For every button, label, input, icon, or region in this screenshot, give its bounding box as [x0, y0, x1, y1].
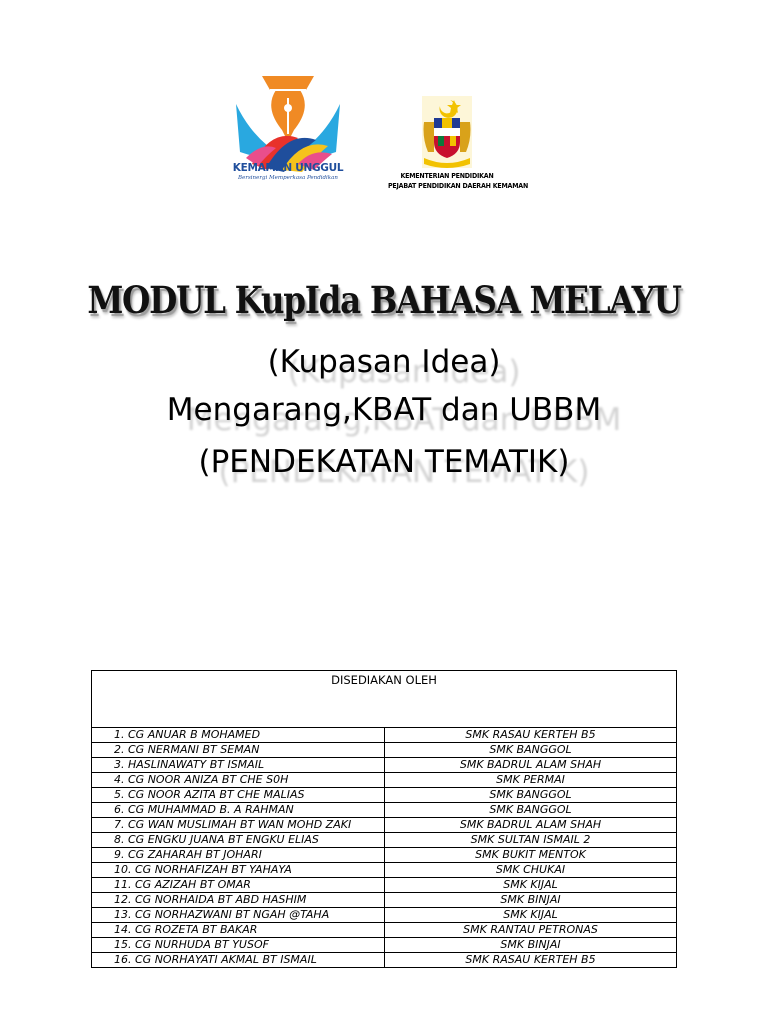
- school-name: SMK BADRUL ALAM SHAH: [385, 758, 677, 773]
- school-name: SMK BANGGOL: [385, 803, 677, 818]
- subtitle-kupasan-idea: (Kupasan Idea): [267, 344, 501, 380]
- kemaman-unggul-tagline: Bersinergi Memperkasa Pendidikan: [238, 175, 338, 181]
- table-row: [92, 848, 677, 863]
- school-name: SMK BINJAI: [385, 893, 677, 908]
- teacher-name: 4. CG NOOR ANIZA BT CHE S0H: [92, 773, 385, 788]
- school-name: SMK KIJAL: [385, 908, 677, 923]
- teacher-name: 3. HASLINAWATY BT ISMAIL: [92, 758, 385, 773]
- crest-caption-line1: KEMENTERIAN PENDIDIKAN: [400, 172, 494, 180]
- table-row: [92, 833, 677, 848]
- school-name: SMK BUKIT MENTOK: [385, 848, 677, 863]
- teacher-name: 10. CG NORHAFIZAH BT YAHAYA: [92, 863, 385, 878]
- table-row: [92, 803, 677, 818]
- table-row: [92, 788, 677, 803]
- subtitle-mengarang: Mengarang,KBAT dan UBBM: [166, 392, 602, 428]
- school-name: SMK RASAU KERTEH B5: [385, 728, 677, 743]
- teacher-name: 16. CG NORHAYATI AKMAL BT ISMAIL: [92, 953, 385, 968]
- school-name: SMK PERMAI: [385, 773, 677, 788]
- school-name: SMK BANGGOL: [385, 743, 677, 758]
- school-name: SMK BADRUL ALAM SHAH: [385, 818, 677, 833]
- subtitle-pendekatan: (PENDEKATAN TEMATIK): [198, 444, 570, 480]
- table-row: [92, 728, 677, 743]
- teacher-name: 5. CG NOOR AZITA BT CHE MALIAS: [92, 788, 385, 803]
- prepared-by-table: [91, 670, 677, 968]
- school-name: SMK CHUKAI: [385, 863, 677, 878]
- teacher-name: 11. CG AZIZAH BT OMAR: [92, 878, 385, 893]
- table-row: [92, 923, 677, 938]
- teacher-name: 12. CG NORHAIDA BT ABD HASHIM: [92, 893, 385, 908]
- table-row: [92, 953, 677, 968]
- school-name: SMK SULTAN ISMAIL 2: [385, 833, 677, 848]
- kemaman-unggul-text: KEMAMAN UNGGUL: [232, 162, 344, 174]
- module-title: MODUL KupIda BAHASA MELAYU: [87, 278, 681, 322]
- table-row: [92, 758, 677, 773]
- table-row: [92, 908, 677, 923]
- teacher-name: 1. CG ANUAR B MOHAMED: [92, 728, 385, 743]
- table-row: [92, 773, 677, 788]
- school-name: SMK BANGGOL: [385, 788, 677, 803]
- teacher-name: 6. CG MUHAMMAD B. A RAHMAN: [92, 803, 385, 818]
- table-row: [92, 863, 677, 878]
- school-name: SMK BINJAI: [385, 938, 677, 953]
- crest-caption-line2: PEJABAT PENDIDIKAN DAERAH KEMAMAN: [388, 182, 529, 190]
- teacher-name: 15. CG NURHUDA BT YUSOF: [92, 938, 385, 953]
- school-name: SMK RANTAU PETRONAS: [385, 923, 677, 938]
- kemaman-unggul-logo: [232, 68, 344, 192]
- table-row: [92, 743, 677, 758]
- teacher-name: 9. CG ZAHARAH BT JOHARI: [92, 848, 385, 863]
- school-name: SMK RASAU KERTEH B5: [385, 953, 677, 968]
- table-header: DISEDIAKAN OLEH: [92, 671, 677, 728]
- teacher-name: 7. CG WAN MUSLIMAH BT WAN MOHD ZAKI: [92, 818, 385, 833]
- table-row: [92, 878, 677, 893]
- school-name: SMK KIJAL: [385, 878, 677, 893]
- teacher-name: 14. CG ROZETA BT BAKAR: [92, 923, 385, 938]
- teacher-name: 2. CG NERMANI BT SEMAN: [92, 743, 385, 758]
- table-row: [92, 893, 677, 908]
- table-header-row: [92, 671, 677, 728]
- table-row: [92, 818, 677, 833]
- teacher-name: 8. CG ENGKU JUANA BT ENGKU ELIAS: [92, 833, 385, 848]
- teacher-name: 13. CG NORHAZWANI BT NGAH @TAHA: [92, 908, 385, 923]
- table-row: [92, 938, 677, 953]
